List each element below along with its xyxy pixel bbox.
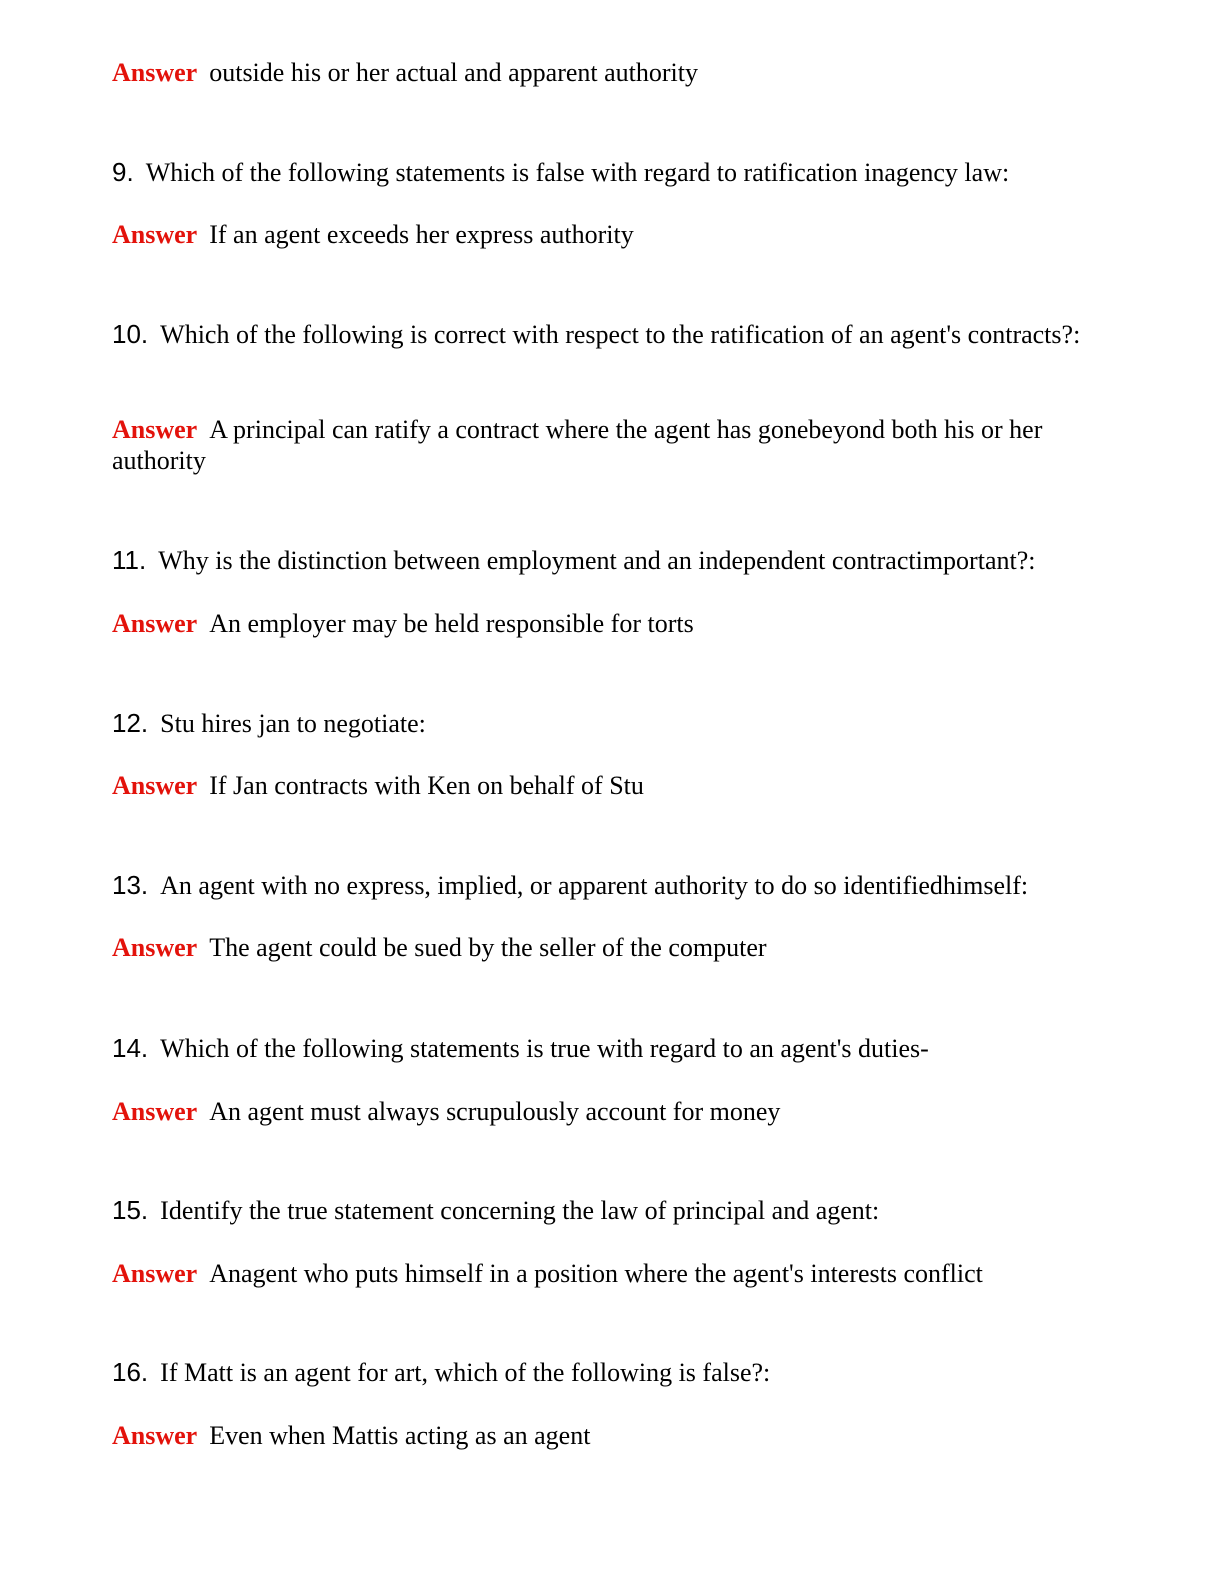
- answer-text: A principal can ratify a contract where the agent has gonebeyond both his or her authority: [112, 415, 1043, 475]
- answer-label: Answer: [112, 933, 198, 962]
- answer-line-14: [112, 1096, 1112, 1127]
- question-text: Which of the following statements is false with regard to ratification inagency law:: [145, 158, 1010, 187]
- question-text: Why is the distinction between employment and an independent contractimportant?:: [158, 546, 1036, 575]
- answer-line-top: [112, 57, 1112, 88]
- answer-label: Answer: [112, 1097, 198, 1126]
- question-number: 16.: [112, 1357, 149, 1387]
- question-number: 9.: [112, 157, 134, 187]
- answer-text: Even when Mattis acting as an agent: [209, 1421, 591, 1450]
- question-line-9: [112, 157, 1112, 188]
- answer-label: Answer: [112, 609, 198, 638]
- question-line-14: [112, 1033, 1112, 1064]
- answer-line-10: [112, 414, 1112, 476]
- question-number: 13.: [112, 870, 149, 900]
- answer-label: Answer: [112, 58, 198, 87]
- question-line-10: [112, 319, 1112, 350]
- answer-line-11: [112, 608, 1112, 639]
- question-line-15: [112, 1195, 1112, 1226]
- answer-text: Anagent who puts himself in a position where the agent's interests conflict: [209, 1259, 983, 1288]
- answer-text: The agent could be sued by the seller of the computer: [209, 933, 767, 962]
- answer-line-13: [112, 932, 1112, 963]
- document-page: [112, 0, 1112, 1584]
- answer-label: Answer: [112, 220, 198, 249]
- question-number: 12.: [112, 708, 149, 738]
- answer-line-9: [112, 219, 1112, 250]
- question-text: If Matt is an agent for art, which of the following is false?:: [160, 1358, 771, 1387]
- answer-text: If an agent exceeds her express authority: [209, 220, 634, 249]
- question-line-11: [112, 545, 1112, 576]
- question-text: Which of the following is correct with respect to the ratification of an agent's contracts?:: [160, 320, 1081, 349]
- answer-label: Answer: [112, 1259, 198, 1288]
- question-text: Stu hires jan to negotiate:: [160, 709, 426, 738]
- question-text: Identify the true statement concerning the law of principal and agent:: [160, 1196, 880, 1225]
- answer-text: outside his or her actual and apparent authority: [209, 58, 699, 87]
- answer-label: Answer: [112, 1421, 198, 1450]
- question-number: 14.: [112, 1033, 149, 1063]
- question-text: Which of the following statements is true with regard to an agent's duties-: [160, 1034, 929, 1063]
- answer-line-16: [112, 1420, 1112, 1451]
- answer-line-12: [112, 770, 1112, 801]
- answer-text: An agent must always scrupulously account for money: [209, 1097, 781, 1126]
- answer-text: If Jan contracts with Ken on behalf of Stu: [209, 771, 644, 800]
- question-line-13: [112, 870, 1112, 901]
- answer-line-15: [112, 1258, 1112, 1289]
- answer-text: An employer may be held responsible for torts: [209, 609, 694, 638]
- question-number: 15.: [112, 1195, 149, 1225]
- question-line-12: [112, 708, 1112, 739]
- answer-label: Answer: [112, 771, 198, 800]
- question-number: 10.: [112, 319, 149, 349]
- question-number: 11.: [112, 545, 147, 575]
- question-text: An agent with no express, implied, or apparent authority to do so identifiedhimself:: [160, 871, 1029, 900]
- answer-label: Answer: [112, 415, 198, 444]
- question-line-16: [112, 1357, 1112, 1388]
